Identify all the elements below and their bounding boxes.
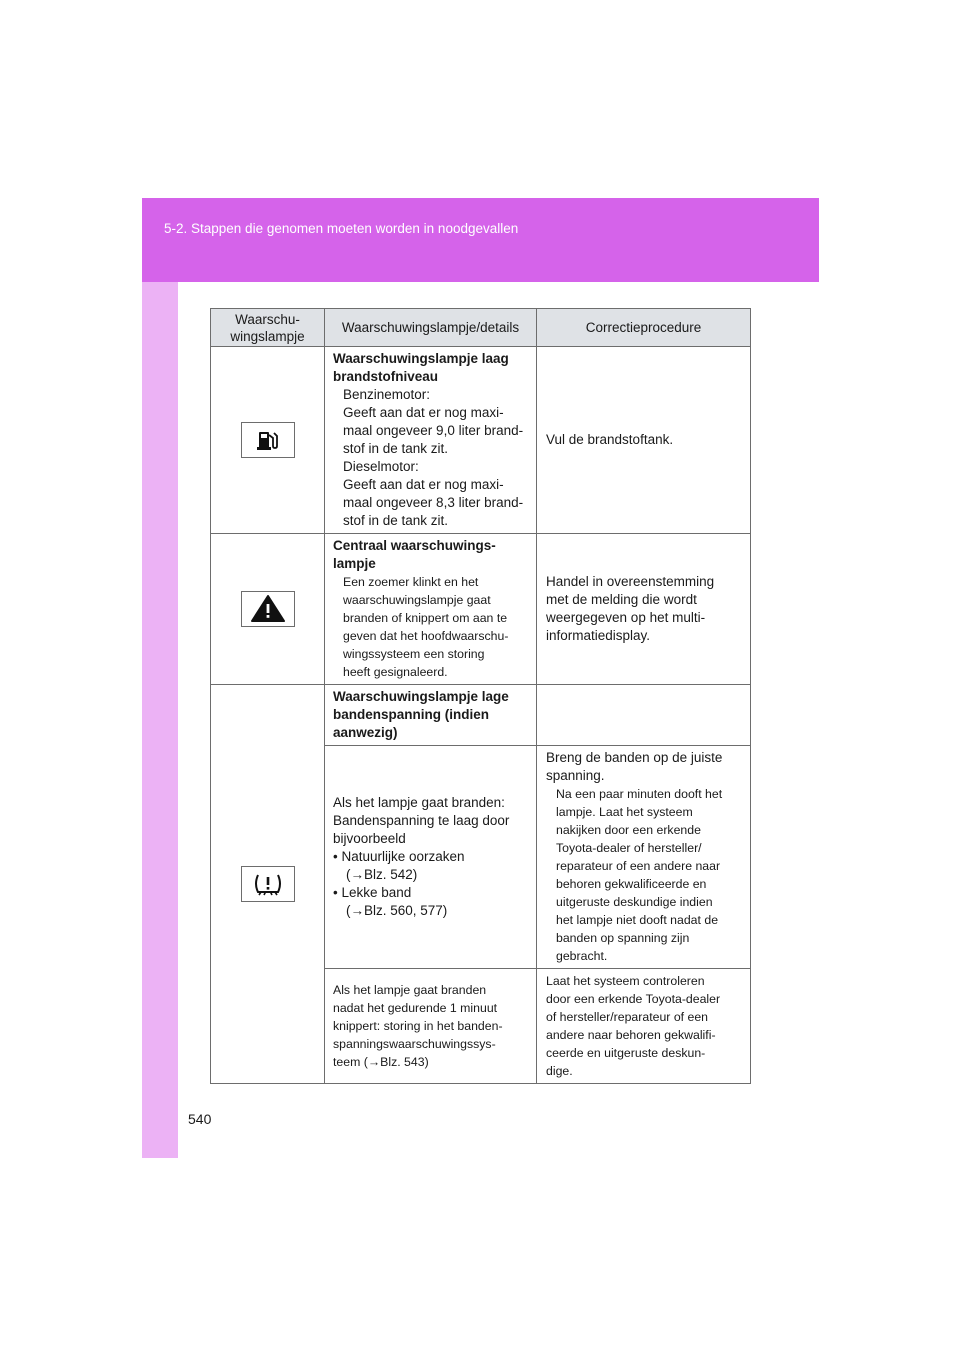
icon-cell [211,534,325,685]
details-cell [325,969,537,1084]
tire-pressure-icon [241,866,295,902]
procedure-note-line: banden op spanning zijn [556,931,690,945]
detail-line: teem (→Blz. 543) [333,1055,429,1069]
icon-cell [211,347,325,534]
detail-line: (→Blz. 542) [346,867,418,882]
procedure-cell [537,685,751,746]
procedure-note-line: lampje. Laat het systeem [556,805,693,819]
section-header-band [142,198,819,282]
detail-line: wingssysteem een storing [343,647,485,661]
detail-line: Geeft aan dat er nog maxi- [343,477,504,492]
details-cell [325,534,537,685]
detail-line: Als het lampje gaat branden [333,983,487,997]
procedure-line: door een erkende Toyota-dealer [546,992,721,1006]
detail-line: spanningswaarschuwingssys- [333,1037,496,1051]
procedure-line: informatiedisplay. [546,628,651,643]
table-row [211,534,751,685]
section-title: 5-2. Stappen die genomen moeten worden in noodgevallen [164,221,519,236]
row-title: bandenspanning (indien [333,707,489,722]
detail-line: bijvoorbeeld [333,831,406,846]
header-col1-line2: wingslampje [230,328,305,344]
page-number: 540 [188,1111,212,1127]
procedure-cell [537,969,751,1084]
procedure-line: Breng de banden op de juiste [546,750,723,765]
detail-line: Een zoemer klinkt en het [343,575,479,589]
procedure-cell [537,746,751,969]
procedure-note-line: Toyota-dealer of hersteller/ [556,841,702,855]
procedure-line: weergegeven op het multi- [546,610,706,625]
row-title: brandstofniveau [333,369,439,384]
header-procedure: Correctieprocedure [537,309,751,347]
procedure-line: Laat het systeem controleren [546,974,705,988]
detail-line: Als het lampje gaat branden: [333,795,505,810]
row-title: lampje [333,556,376,571]
detail-line: geven dat het hoofdwaarschu- [343,629,509,643]
procedure-line: Vul de brandstoftank. [546,432,674,447]
detail-line: heeft gesignaleerd. [343,665,448,679]
procedure-line: of hersteller/reparateur of een [546,1010,709,1024]
detail-line: Benzinemotor: [343,387,431,402]
warning-lights-table [210,308,751,1084]
row-title: aanwezig) [333,725,398,740]
detail-line: Geeft aan dat er nog maxi- [343,405,504,420]
detail-line: maal ongeveer 9,0 liter brand- [343,423,524,438]
header-details: Waarschuwingslampje/details [325,309,537,347]
detail-line: branden of knippert om aan te [343,611,508,625]
detail-line: • Natuurlijke oorzaken [333,849,465,864]
side-strip [142,282,178,1158]
details-cell [325,347,537,534]
procedure-line: dige. [546,1064,573,1078]
procedure-line: Handel in overeenstemming [546,574,715,589]
row-title: Waarschuwingslampje lage [333,689,509,704]
detail-line: maal ongeveer 8,3 liter brand- [343,495,524,510]
detail-line: (→Blz. 560, 577) [346,903,448,918]
procedure-note-line: reparateur of een andere naar [556,859,721,873]
procedure-note-line: Na een paar minuten dooft het [556,787,723,801]
detail-line: • Lekke band [333,885,412,900]
detail-line: Bandenspanning te laag door [333,813,510,828]
table-row [211,685,751,746]
detail-line: stof in de tank zit. [343,441,449,456]
detail-line: Dieselmotor: [343,459,419,474]
procedure-note-line: het lampje niet dooft nadat de [556,913,719,927]
procedure-note-line: nakijken door een erkende [556,823,701,837]
icon-cell [211,685,325,1084]
procedure-line: andere naar behoren gekwalifi- [546,1028,716,1042]
header-warning-light [211,309,325,347]
table-header-row [211,309,751,347]
fuel-pump-icon [241,422,295,458]
procedure-note-line: uitgeruste deskundige indien [556,895,713,909]
detail-line: waarschuwingslampje gaat [343,593,491,607]
procedure-cell [537,347,751,534]
details-cell [325,746,537,969]
procedure-line: ceerde en uitgeruste deskun- [546,1046,706,1060]
details-cell [325,685,537,746]
procedure-line: spanning. [546,768,605,783]
procedure-cell [537,534,751,685]
warning-triangle-icon [241,591,295,627]
detail-line: nadat het gedurende 1 minuut [333,1001,498,1015]
detail-line: knippert: storing in het banden- [333,1019,503,1033]
procedure-note-line: gebracht. [556,949,608,963]
detail-line: stof in de tank zit. [343,513,449,528]
header-col1-line1: Waarschu- [235,311,300,327]
row-title: Waarschuwingslampje laag [333,351,509,366]
procedure-note-line: behoren gekwalificeerde en [556,877,707,891]
row-title: Centraal waarschuwings- [333,538,496,553]
table-row [211,347,751,534]
procedure-line: met de melding die wordt [546,592,697,607]
